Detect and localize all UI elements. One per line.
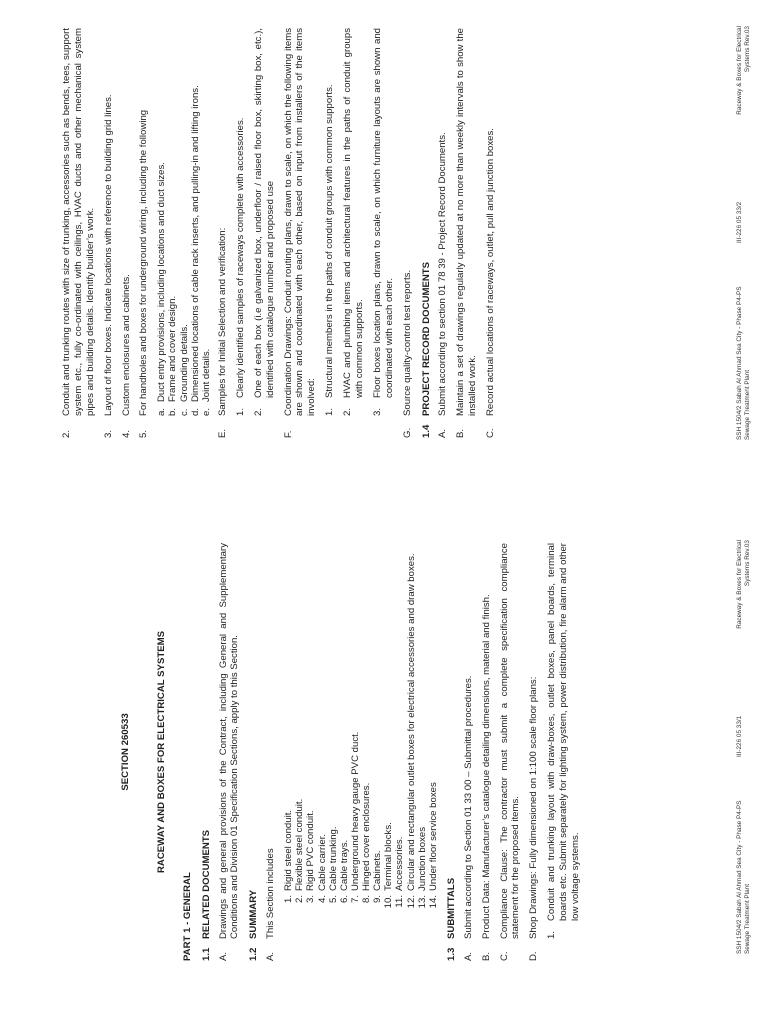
list-text: Dimensioned locations of cable rack inserts, and pulling-in and lifting irons.	[189, 85, 201, 402]
heading-text: SUBMITTALS	[445, 877, 457, 939]
page-2-content	[58, 28, 503, 438]
list-text: Flexible steel conduit.	[294, 798, 306, 891]
list-text: Junction boxes	[416, 827, 428, 891]
list-item	[428, 543, 439, 917]
clause-e	[217, 28, 229, 438]
list-number: 8.	[361, 895, 372, 904]
clause-label: E.	[216, 428, 228, 438]
page-1	[0, 512, 768, 1024]
list-text: Frame and cover design.	[167, 295, 179, 402]
clause-1-4-a	[437, 28, 449, 438]
clause-text: Conduit and trunking layout with draw-boxes, outlet boxes, panel boards, terminal boards etc. Submit separately for lighting system, power distribution, fire alarm and other low voltage systems.	[546, 543, 581, 921]
list-text: Cabinets.	[372, 850, 384, 891]
list-item	[156, 28, 167, 416]
section-title: SECTION 260533	[120, 713, 131, 791]
footer-section-name: Raceway & Boxes for Electrical Systems Rev.03	[736, 26, 751, 115]
clause-f-3	[372, 28, 396, 416]
clause-label: G.	[401, 427, 413, 438]
footer-page-ref: III-226 05 33/2	[736, 201, 743, 243]
clause-1-4-b	[455, 28, 479, 438]
footer-page-ref: III-226 05 33/1	[736, 715, 743, 757]
clause-label: 1.	[234, 407, 246, 416]
clause-label: 3.	[371, 407, 383, 416]
clause-text: Source quality-control test reports.	[401, 269, 413, 416]
clause-text: Coordination Drawings: Conduit routing plans, drawn to scale, on which the following items are shown and coordinated with each other, based on input from installers of the items involved:	[282, 28, 318, 416]
list-item	[305, 543, 316, 917]
clause-1-3-d-1	[546, 543, 582, 939]
heading-text: RELATED DOCUMENTS	[200, 829, 212, 939]
list-number: 12.	[405, 895, 417, 909]
list-number: 9.	[372, 895, 384, 904]
clause-label: 5.	[138, 429, 150, 438]
list-number: 2.	[294, 895, 306, 904]
clause-label: 1.	[324, 407, 336, 416]
list-letter: b.	[167, 407, 179, 416]
list-number: 10.	[383, 895, 395, 909]
list-item	[317, 543, 328, 917]
clause-text: Record actual locations of raceways, outlet, pull and junction boxes.	[485, 128, 497, 416]
clause-label: C.	[485, 428, 497, 438]
clause-f	[283, 28, 319, 438]
list-item	[283, 543, 294, 917]
list-letter: e.	[200, 407, 212, 416]
heading-1-1	[201, 543, 213, 961]
clause-1-3-c	[499, 543, 523, 961]
clause-text: Maintain a set of drawings regularly updated at no more than weekly intervals to show the installed work.	[455, 28, 479, 416]
list-number: 14.	[427, 895, 439, 909]
clause-text: Clearly identified samples of raceways complete with accessories.	[234, 117, 246, 398]
list-item	[361, 543, 372, 917]
clause-label: 2.	[252, 407, 264, 416]
list-text: Cable trays.	[338, 839, 350, 891]
list-item	[372, 543, 383, 917]
part-heading: PART 1 - GENERAL	[181, 872, 193, 961]
page-2-footer	[736, 26, 751, 440]
clause-label: A.	[437, 428, 449, 438]
clause-label: A.	[217, 951, 229, 961]
list-item	[417, 543, 428, 917]
clause-f-2	[342, 28, 366, 416]
list-text: Accessories.	[394, 836, 406, 891]
clause-label: A.	[462, 951, 474, 961]
clause-text: Custom enclosures and cabinets.	[120, 274, 132, 416]
clause-text: Compliance Clause: The contractor must submit a complete specification compliance statement for the proposed items.	[498, 543, 522, 939]
clause-label: B.	[480, 951, 492, 961]
list-letter: c.	[178, 408, 190, 416]
heading-1-2	[248, 543, 260, 961]
clause-text: Structural members in the paths of conduit groups with common supports.	[324, 84, 336, 398]
clause-1-3-d	[528, 543, 540, 961]
list-number: 1.	[283, 895, 295, 904]
heading-number: 1.1	[200, 947, 212, 961]
list-text: Rigid PVC conduit.	[305, 810, 317, 891]
clause-5	[138, 28, 150, 438]
clause-4	[121, 28, 133, 438]
list-item	[294, 543, 305, 917]
clause-label: 2.	[342, 407, 354, 416]
list-text: Hinged cover enclosures.	[361, 782, 372, 891]
clause-text: This Section includes	[265, 848, 277, 939]
page-1-content	[36, 543, 588, 961]
list-text: Terminal blocks.	[383, 822, 395, 891]
list-text: Underground heavy gauge PVC duct.	[349, 731, 361, 891]
list-number: 7.	[349, 895, 361, 904]
list-letter: d.	[189, 407, 201, 416]
clause-e-2	[253, 28, 277, 416]
clause-text: Submit according to section 01 78 39 - Project Record Documents.	[437, 132, 449, 416]
clause-label: 4.	[120, 429, 132, 438]
clause-1-4-c	[485, 28, 497, 438]
footer-project: SSH 1504/2 Sabah Al Ahmad Sea City - Phase P4-PS Sewage Treatment Plant	[736, 286, 751, 440]
list-number: 3.	[305, 895, 317, 904]
heading-text: PROJECT RECORD DOCUMENTS	[420, 261, 432, 416]
list-item	[328, 543, 339, 917]
list-text: Under floor service boxes	[427, 782, 439, 891]
list-letter: a.	[156, 407, 168, 416]
list-text: Joint details.	[200, 348, 212, 402]
list-item	[406, 543, 417, 917]
list-item	[350, 543, 361, 917]
heading-number: 1.3	[445, 947, 457, 961]
clause-label: C.	[498, 951, 510, 961]
clause-text: For handholes and boxes for underground wiring, including the following	[138, 109, 150, 416]
clause-1-3-b	[481, 543, 493, 961]
list-item	[339, 543, 350, 917]
clause-f-1	[324, 28, 336, 416]
list-text: Cable carrier.	[316, 833, 328, 891]
clause-3	[103, 28, 115, 438]
clause-label: A.	[265, 951, 277, 961]
clause-text: Submit according to Section 01 33 00 – Submittal procedures.	[462, 675, 474, 939]
clause-text: Drawings and general provisions of the Contract, including General and Supplementary Conditions and Division 01 Specification Sections, apply to this Section.	[217, 543, 241, 939]
list-text: Circular and rectangular outlet boxes for electrical accessories and draw boxes.	[405, 553, 417, 891]
clause-text: Product Data: Manufacturer’s catalogue detailing dimensions, material and finish.	[480, 594, 492, 939]
clause-1-3-a	[463, 543, 475, 961]
heading-number: 1.4	[420, 424, 432, 438]
clause-1-1-a	[218, 543, 242, 961]
footer-section-name: Raceway & Boxes for Electrical Systems Rev.03	[736, 540, 751, 629]
clause-text: Conduit and trunking routes with size of trunking, accessories such as bends, tees, support system etc., fully co-ordinated with ceilings, HVAC ducts and other mechanical system pipes and building details. Identify builder’s work.	[61, 28, 96, 416]
heading-number: 1.2	[248, 947, 260, 961]
clause-label: F.	[282, 430, 294, 438]
clause-g	[402, 28, 414, 438]
clause-label: 1.	[546, 930, 558, 939]
page-1-footer	[736, 540, 751, 954]
clause-1-2-a	[265, 543, 277, 961]
clause-label: 2.	[61, 429, 72, 438]
clause-text: One of each box (i.e galvanized box, underfloor / raised floor box, skirting box, etc.), identified with catalogue number and proposed use	[252, 28, 276, 398]
list-number: 5.	[327, 895, 339, 904]
list-number: 6.	[338, 895, 350, 904]
section-includes-list	[283, 543, 439, 917]
list-text: Rigid steel conduit.	[283, 809, 295, 891]
clause-text: Floor boxes location plans, drawn to scale, on which furniture layouts are shown and coordinated with each other.	[371, 28, 395, 398]
list-number: 4.	[316, 895, 328, 904]
clause-text: HVAC and plumbing items and architectural features in the paths of conduit groups with common supports.	[342, 28, 365, 398]
list-number: 11.	[394, 895, 406, 908]
clause-text: Samples for Initial Selection and verification:	[216, 227, 228, 416]
heading-1-4	[421, 28, 433, 438]
list-text: Duct entry provisions, including locations and duct sizes.	[156, 162, 168, 402]
heading-text: SUMMARY	[248, 889, 260, 939]
clause-label: 3.	[102, 429, 114, 438]
list-number: 13.	[416, 895, 428, 909]
heading-1-3	[446, 543, 458, 961]
clause-text: Shop Drawings: Fully dimensioned on 1:100 scale floor plans:	[528, 676, 540, 939]
list-item	[167, 28, 178, 416]
list-text: Grounding details.	[178, 324, 190, 402]
list-item	[394, 543, 405, 917]
handhole-details-list	[156, 28, 212, 416]
clause-e-1	[235, 28, 247, 416]
list-text: Cable trunking.	[327, 826, 339, 891]
section-subtitle: RACEWAY AND BOXES FOR ELECTRICAL SYSTEMS	[155, 631, 167, 874]
clause-label: D.	[528, 951, 540, 961]
clause-label: B.	[455, 428, 467, 438]
list-item	[190, 28, 201, 416]
list-item	[383, 543, 394, 917]
list-item	[201, 28, 212, 416]
list-item	[179, 28, 190, 416]
footer-project: SSH 1504/2 Sabah Al Ahmad Sea City - Phase P4-PS Sewage Treatment Plant	[736, 800, 751, 954]
clause-text: Layout of floor boxes. Indicate locations with reference to building grid lines.	[102, 94, 114, 416]
clause-2	[61, 28, 97, 438]
